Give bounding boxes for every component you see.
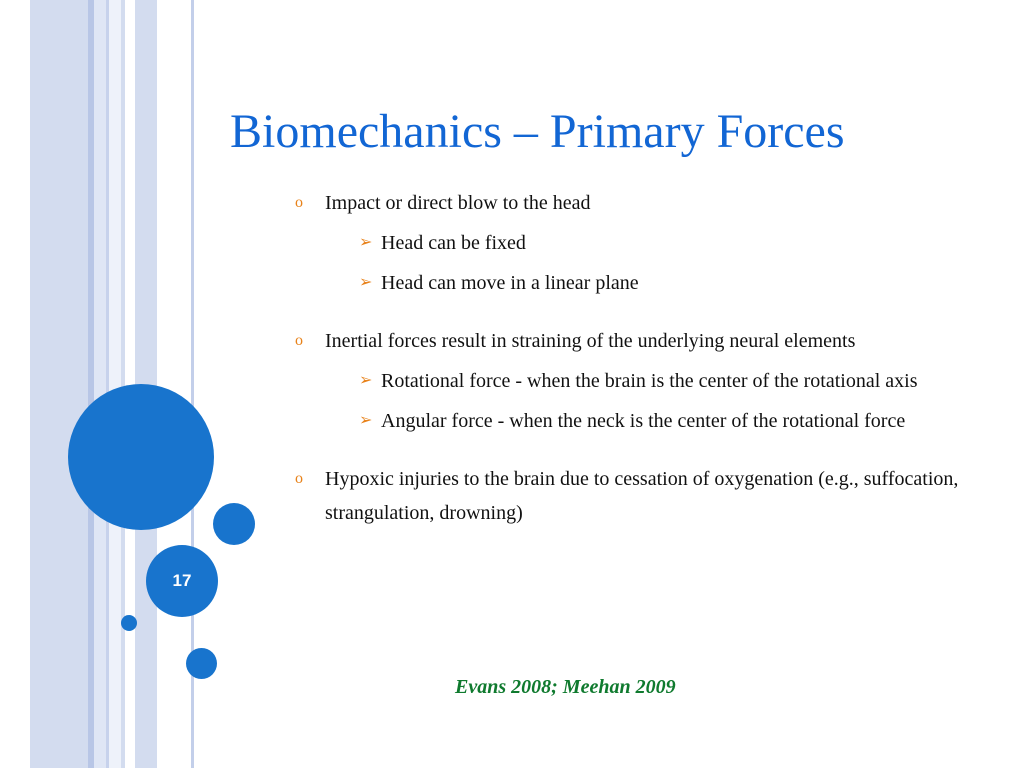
bullet-circle-icon: o [295,194,303,211]
sub-bullet-text: Head can move in a linear plane [381,272,639,294]
sub-bullet-item [293,266,973,300]
sub-bullet-text: Rotational force - when the brain is the center of the rotational axis [381,370,918,392]
bullet-text: Hypoxic injuries to the brain due to cessation of oxygenation (e.g., suffocation, strangulation, drowning) [325,468,959,524]
slide-title: Biomechanics – Primary Forces [230,105,845,158]
decor-circle-lower [186,648,217,679]
decor-circle-small [121,615,137,631]
decor-stripe [0,0,30,768]
bullet-circle-icon: o [295,332,303,349]
sub-bullet-text: Angular force - when the neck is the center of the rotational force [381,410,906,432]
bullet-item [293,324,973,358]
bullet-item [293,462,973,530]
bullet-text: Impact or direct blow to the head [325,192,591,214]
decor-circle-medium [213,503,255,545]
spacer [293,300,973,324]
sub-bullet-item [293,226,973,260]
bullet-text: Inertial forces result in straining of the underlying neural elements [325,330,856,352]
sub-bullet-item [293,404,973,438]
arrow-bullet-icon: ➢ [359,274,373,291]
decor-stripe [157,0,191,768]
arrow-bullet-icon: ➢ [359,234,373,251]
arrow-bullet-icon: ➢ [359,372,373,389]
sub-bullet-text: Head can be fixed [381,232,526,254]
spacer [293,438,973,462]
decor-stripe [109,0,121,768]
page-number-badge [146,545,218,617]
bullet-item [293,186,973,220]
slide-content [293,186,973,530]
bullet-circle-icon: o [295,470,303,487]
page-number: 17 [172,571,192,590]
citation: Evans 2008; Meehan 2009 [455,676,676,698]
sub-bullet-item [293,364,973,398]
decor-circle-large [68,384,214,530]
arrow-bullet-icon: ➢ [359,412,373,429]
decor-stripe [30,0,88,768]
decor-stripe [94,0,106,768]
